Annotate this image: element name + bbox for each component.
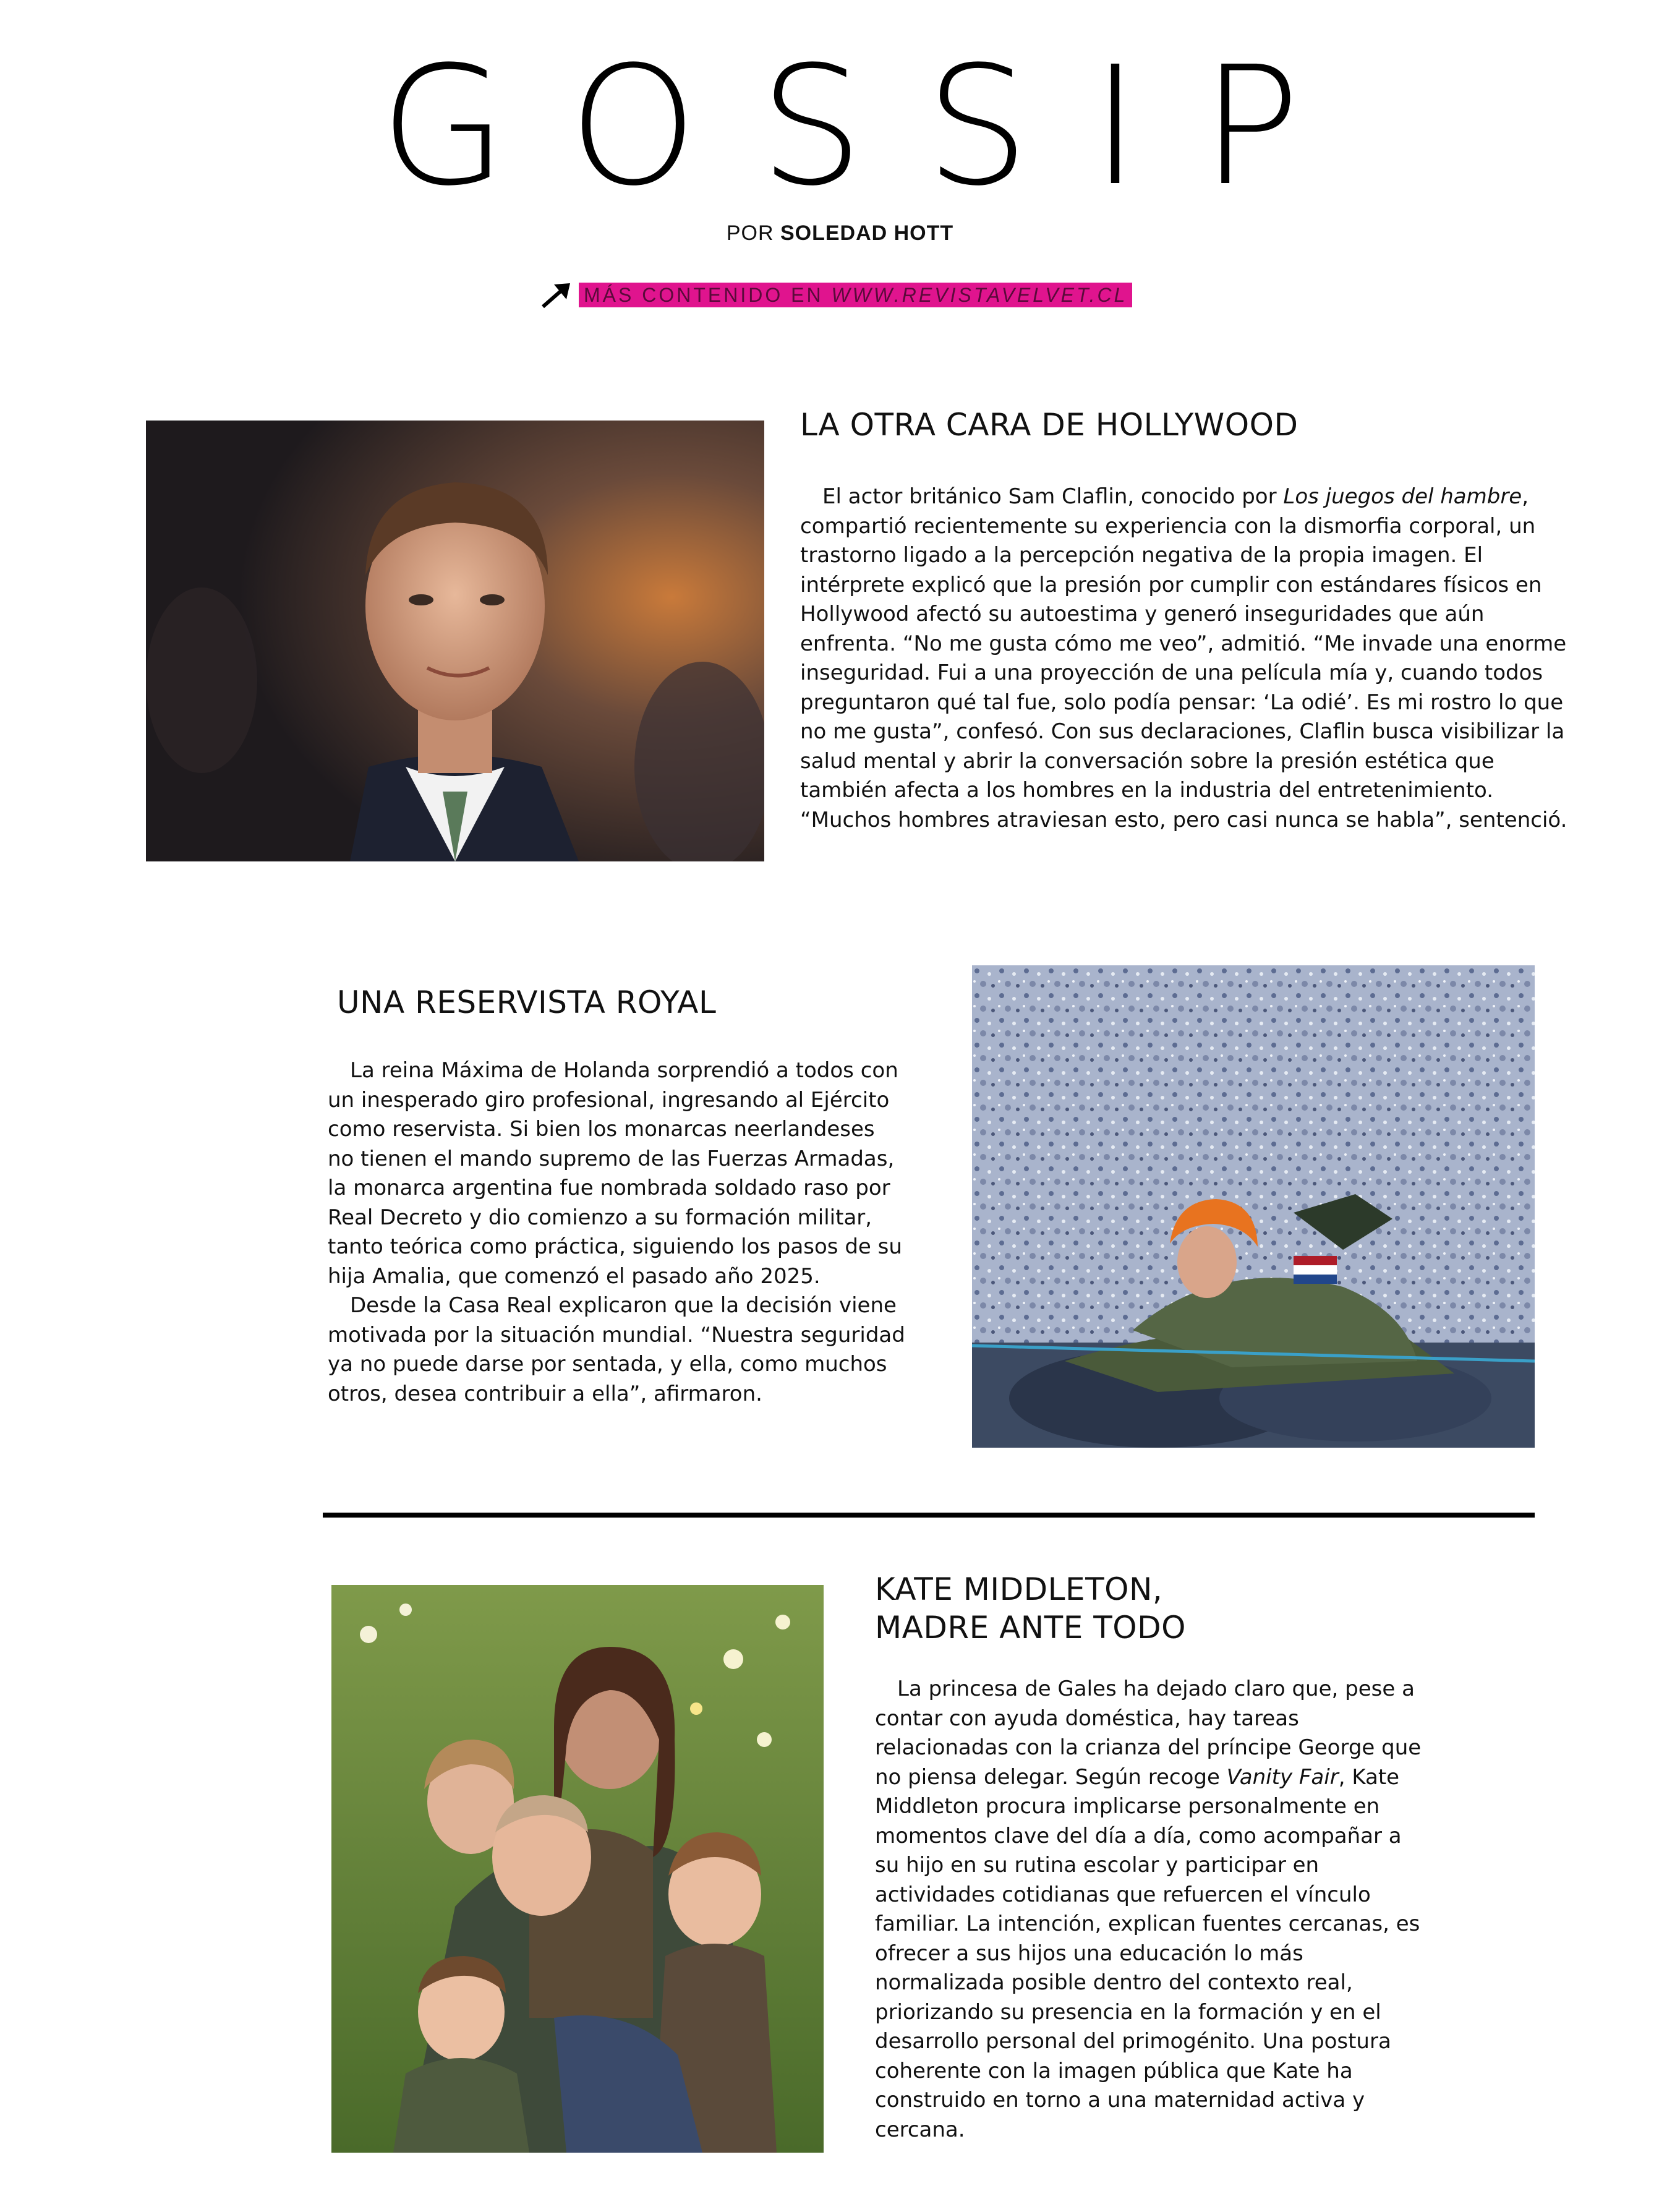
article-3-headline-line-2: MADRE ANTE TODO (875, 1610, 1186, 1646)
article-3-body: La princesa de Gales ha dejado claro que, pese a contar con ayuda doméstica, hay tareas relacionadas con la crianza del príncipe George que no piensa delegar. Según recoge Vanity Fair, Kate Middleton procura implicarse personalmente en momentos clave del día a día, como acompañar a su hijo en su rutina escolar y participar en actividades cotidianas que refuercen el vínculo familiar. La intención, explican fuentes cercanas, es ofrecer a sus hijos una educación lo más normalizada posible dentro del contexto real, priorizando su presencia en la formación y en el desarrollo personal del primogénito. Una postura coherente con la imagen pública que Kate ha construido en torno a una maternidad activa y cercana. (875, 1676, 1422, 2142)
article-3-headline-line-1: KATE MIDDLETON, (875, 1571, 1163, 1607)
more-label: MÁS CONTENIDO EN (584, 284, 832, 306)
article-1-headline: LA OTRA CARA DE HOLLYWOOD (800, 407, 1298, 443)
article-2-paragraph-2: Desde la Casa Real explicaron que la decisión viene motivada por la situación mundial. “Nuestra seguridad ya no puede darse por sentada, y ella, como muchos otros, desea contribuir a ella”, afirmaron. (328, 1293, 905, 1406)
arrow-icon (538, 280, 575, 310)
more-url[interactable]: WWW.REVISTAVELVET.CL (831, 284, 1128, 306)
article-2-body (328, 1056, 906, 1409)
byline-prefix: POR (726, 221, 780, 245)
more-content-banner[interactable] (579, 283, 1132, 307)
royal-family-photo (331, 1585, 824, 2153)
article-1-body: El actor británico Sam Claflin, conocido por Los juegos del hambre, compartió recientemente su experiencia con la dismorfia corporal, un trastorno ligado a la percepción negativa de la propia imagen. El intérprete explicó que la presión por cumplir con estándares físicos en Hollywood afectó su autoestima y generó inseguridades que aún enfrenta. “No me gusta cómo me veo”, admitió. “Me invade una enorme inseguridad. Fui a una proyección de una película mía y, cuando todos preguntaron qué tal fue, solo podía pensar: ‘La odié’. Es mi rostro lo que no me gusta”, confesó. Con sus declaraciones, Claflin busca visibilizar la salud mental y abrir la conversación sobre la presión estética que también afecta a los hombres en la industria del entretenimiento. “Muchos hombres atraviesan esto, pero casi nunca se habla”, sentenció. (800, 484, 1567, 832)
byline (0, 221, 1680, 246)
more-content-link[interactable] (538, 280, 1132, 310)
article-3-headline (875, 1570, 1617, 1647)
section-divider (323, 1513, 1535, 1518)
byline-author: SOLEDAD HOTT (780, 221, 954, 245)
sam-claflin-photo (146, 421, 764, 861)
article-2-headline: UNA RESERVISTA ROYAL (337, 984, 717, 1020)
queen-maxima-photo (972, 965, 1535, 1448)
article-2-paragraph-1: La reina Máxima de Holanda sorprendió a todos con un inesperado giro profesional, ingresando al Ejército como reservista. Si bien los monarcas neerlandeses no tienen el mando supremo de las Fuerzas Armadas, la monarca argentina fue nombrada soldado raso por Real Decreto y dio comienzo a su formación militar, tanto teórica como práctica, siguiendo los pasos de su hija Amalia, que comenzó el pasado año 2025. (328, 1058, 902, 1289)
masthead-title: GOSSIP (380, 32, 1362, 222)
